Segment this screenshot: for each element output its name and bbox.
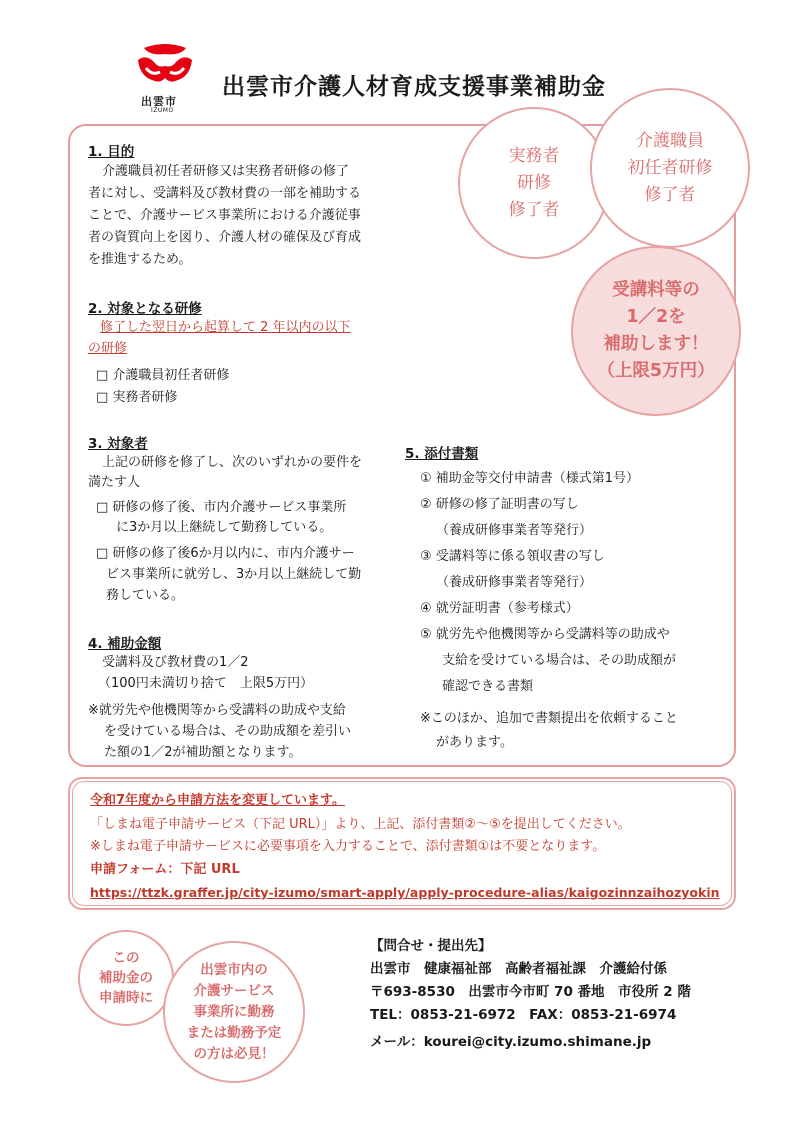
section3-item1-line2: に3か月以上継続して勤務している。 [116,520,333,535]
section2-heading: 2. 対象となる研修 [88,301,202,317]
section1-body [88,161,428,271]
circle-text: 実務者 [508,145,560,166]
circle-text: 1／2を [626,307,686,327]
section2-item: □ 実務者研修 [96,390,178,405]
circle-text: 申請時に [99,990,153,1006]
section1-line: を推進するため。 [88,252,192,267]
contact-heading: 【問合せ・提出先】 [370,938,492,954]
section1-line: 者に対し、受講料及び教材費の一部を補助する [88,186,362,201]
section5-item: 確認できる書類 [442,679,534,694]
contact-department: 出雲市 健康福祉部 高齢者福祉課 介護給付係 [370,961,667,977]
circle-text: 出雲市内の [200,961,268,978]
section4-note-line1: ※就労先や他機関等から受講料の助成や支給 [88,703,346,718]
section2-note-line2: の研修 [88,341,128,356]
section3-intro-line1: 上記の研修を修了し、次のいずれかの要件を [102,455,363,470]
circle-text: 介護サービス [193,982,275,999]
circle-text: 修了者 [508,199,560,220]
circle-target-audience [163,941,305,1083]
logo-subtitle: IZUMO [151,107,174,114]
circle-initial-course [590,88,750,248]
section4-note-line2: を受けている場合は、その助成額を差引い [104,724,352,739]
section5-item: ⑤ 就労先や他機関等から受講料等の助成や [420,627,670,642]
contact-block [370,935,691,1054]
logo-name: 出雲市 [141,95,177,108]
section3-item2-line2: ビス事業所に就労し、3か月以上継続して勤 [106,567,362,582]
section5-item: ③ 受講料等に係る領収書の写し [420,549,605,564]
circle-text: 事業所に勤務 [193,1003,275,1020]
section1-line: ことで、介護サービス事業所における介護従事 [88,208,361,223]
application-form-link[interactable]: https://ttzk.graffer.jp/city-izumo/smart-apply/apply-procedure-alias/kaigozinnzaihozyokin [90,885,720,900]
section5-item: ④ 就労証明書（参考様式） [420,601,579,616]
section3-heading: 3. 対象者 [88,436,148,452]
notice-line2: 「しまね電子申請サービス（下記 URL）」より、上記、添付書類②～⑤を提出してください。 [90,817,631,832]
circle-text: （上限5万円） [597,361,715,381]
section4-note-line3: た額の1／2が補助額となります。 [104,745,302,760]
contact-email[interactable]: メール：kourei@city.izumo.shimane.jp [370,1034,652,1050]
circle-text: 研修 [517,172,551,193]
page-title: 出雲市介護人材育成支援事業補助金 [222,74,606,100]
section5-note-line2: があります。 [436,735,513,750]
circle-apply-prompt [78,930,174,1026]
section3-item2-line1: □ 研修の修了後6か月以内に、市内介護サー [96,546,355,561]
contact-address: 〒693-8530 出雲市今市町 70 番地 市役所 2 階 [370,984,691,1000]
section4-line2: （100円未満切り捨て 上限5万円） [98,676,314,691]
section1-line: 者の資質向上を図り、介護人材の確保及び育成 [88,230,362,245]
section3-intro-line2: 満たす人 [88,475,141,490]
section4-line1: 受講料及び教材費の1／2 [102,655,249,670]
section1-line: 介護職員初任者研修又は実務者研修の修了 [102,164,350,179]
section5-item: ② 研修の修了証明書の写し [420,497,579,512]
section5-list [420,466,730,700]
circle-text: 初任者研修 [627,157,713,178]
section5-item: ① 補助金等交付申請書（様式第1号） [420,471,640,486]
circle-text: 補助金の [99,970,153,986]
circle-text: 修了者 [644,184,696,205]
section5-item: 支給を受けている場合は、その助成額が [442,653,677,668]
circle-text: 補助します！ [603,334,709,354]
circle-text: この [112,950,140,966]
section5-item: （養成研修事業者等発行） [436,523,593,538]
section1-heading: 1. 目的 [88,144,135,160]
section2-item: □ 介護職員初任者研修 [96,368,230,383]
section2-note-line1: 修了した翌日から起算して 2 年以内の以下 [100,320,351,335]
section3-item1-line1: □ 研修の修了後、市内介護サービス事業所 [96,500,347,515]
circle-text: または勤務予定 [186,1024,282,1041]
section5-item: （養成研修事業者等発行） [436,575,593,590]
notice-line3: ※しまね電子申請サービスに必要事項を入力することで、添付書類①は不要となります。 [90,839,606,854]
izumo-city-logo [136,42,192,92]
contact-phone-fax: TEL：0853-21-6972 FAX：0853-21-6974 [370,1007,677,1023]
section4-heading: 4. 補助金額 [88,636,162,652]
circle-text: 受講料等の [612,280,700,300]
section5-heading: 5. 添付書類 [405,446,479,462]
circle-text: 介護職員 [636,130,704,151]
notice-line4: 申請フォーム：下記 URL [90,862,240,877]
circle-practitioner-course [458,107,610,259]
circle-subsidy-highlight [571,246,741,416]
circle-text: の方は必見！ [193,1045,275,1062]
section3-item2-line3: 務している。 [106,588,185,603]
section5-note-line1: ※このほか、追加で書類提出を依頼すること [420,711,678,726]
notice-line1: 令和7年度から申請方法を変更しています。 [90,793,346,808]
